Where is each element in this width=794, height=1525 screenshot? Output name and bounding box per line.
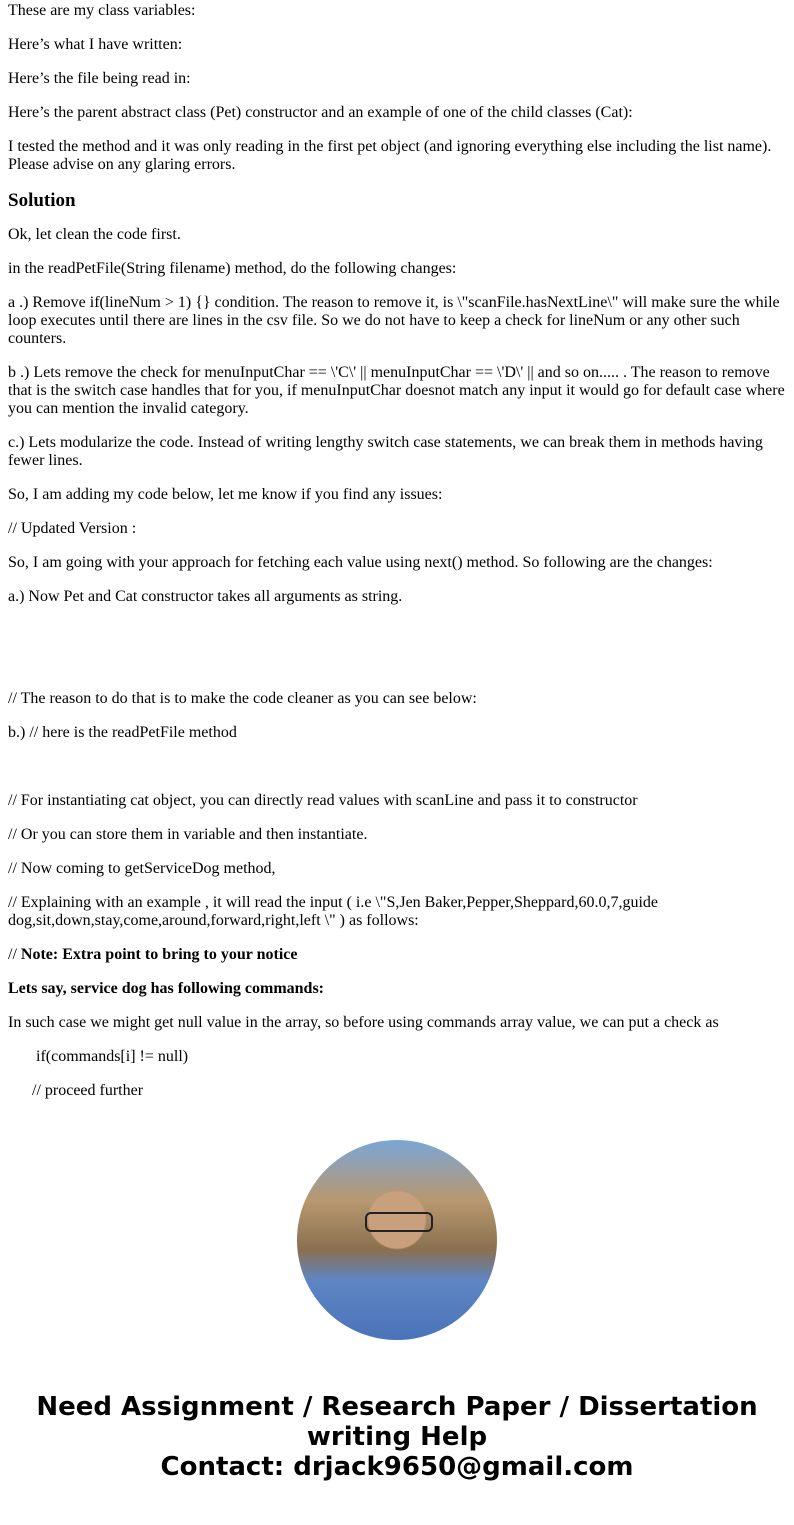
question-paragraph: Here’s what I have written: <box>8 36 183 53</box>
question-paragraph: Here’s the file being read in: <box>8 70 191 87</box>
answer-paragraph: b .) Lets remove the check for menuInputChar == \'C\' || menuInputChar == \'D\' || and so on..... . The reason to remove that is the switch case handles that for you, if menuInputChar doesnot match any input it would go for default case where you can mention the invalid category. <box>8 364 785 417</box>
note-bold: Note: Extra point to bring to your notice <box>20 946 298 963</box>
note-paragraph <box>8 946 786 964</box>
answer-paragraph: a.) Now Pet and Cat constructor takes all arguments as string. <box>8 588 403 605</box>
answer-paragraph: // Or you can store them in variable and then instantiate. <box>8 826 368 843</box>
code-if: if(commands[i] != null) <box>36 1048 189 1065</box>
answer-paragraph: in the readPetFile(String filename) method, do the following changes: <box>8 260 457 277</box>
answer-paragraph: a .) Remove if(lineNum > 1) {} condition. The reason to remove it, is \"scanFile.hasNextLine\" will make sure the while loop executes until there are lines in the csv file. So we do not have to keep a check for lineNum or any other such counters. <box>8 294 780 347</box>
answer-paragraph: // Explaining with an example , it will read the input ( i.e \"S,Jen Baker,Pepper,Sheppard,60.0,7,guide dog,sit,down,stay,come,around,forward,right,left \" ) as follows: <box>8 894 658 929</box>
footer-contact: Contact: drjack9650@gmail.com <box>160 1452 634 1482</box>
note-prefix: // <box>8 946 21 963</box>
answer-paragraph: b.) // here is the readPetFile method <box>8 724 237 741</box>
answer-paragraph: // For instantiating cat object, you can directly read values with scanLine and pass it to constructor <box>8 792 638 809</box>
answer-paragraph: // The reason to do that is to make the code cleaner as you can see below: <box>8 690 477 707</box>
answer-paragraph: So, I am adding my code below, let me know if you find any issues: <box>8 486 443 503</box>
author-avatar <box>297 1140 497 1340</box>
code-proceed: // proceed further <box>32 1082 144 1099</box>
null-check-paragraph: In such case we might get null value in the array, so before using commands array value, we can put a check as <box>8 1014 719 1031</box>
commands-bold: Lets say, service dog has following commands: <box>8 980 324 997</box>
question-paragraph: I tested the method and it was only reading in the first pet object (and ignoring everything else including the list name). Please advise on any glaring errors. <box>8 138 772 173</box>
commands-paragraph <box>8 980 786 998</box>
footer-help-text: Need Assignment / Research Paper / Dissertation writing Help <box>36 1392 758 1452</box>
question-paragraph: These are my class variables: <box>8 2 196 19</box>
glasses-shape <box>365 1212 433 1232</box>
footer-banner <box>8 1392 786 1482</box>
answer-paragraph: Ok, let clean the code first. <box>8 226 181 243</box>
answer-paragraph: c.) Lets modularize the code. Instead of writing lengthy switch case statements, we can break them in methods having fewer lines. <box>8 434 763 469</box>
answer-paragraph: // Updated Version : <box>8 520 137 537</box>
answer-paragraph: So, I am going with your approach for fetching each value using next() method. So following are the changes: <box>8 554 713 571</box>
question-paragraph: Here’s the parent abstract class (Pet) constructor and an example of one of the child classes (Cat): <box>8 104 633 121</box>
answer-paragraph: // Now coming to getServiceDog method, <box>8 860 276 877</box>
solution-heading: Solution <box>8 190 76 211</box>
